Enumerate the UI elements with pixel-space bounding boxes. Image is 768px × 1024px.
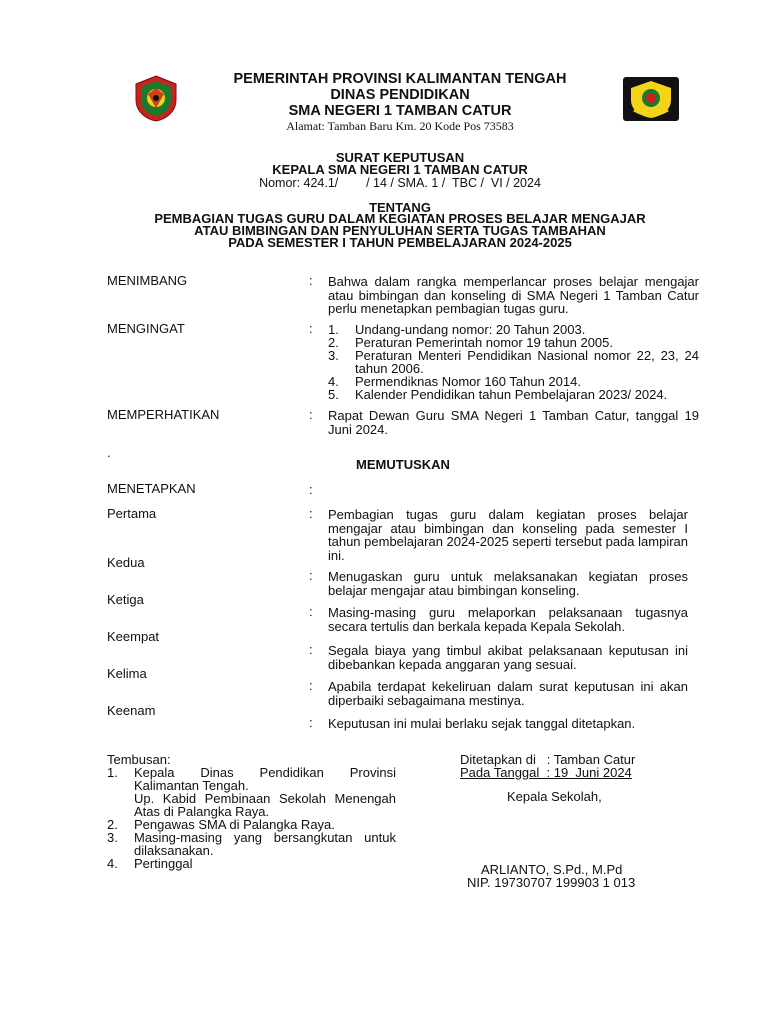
list-item (107, 831, 396, 857)
decision-colon: : (309, 604, 313, 619)
decision-colon: : (309, 506, 313, 521)
list-text: Up. Kabid Pembinaan Sekolah Menengah Atas di Palangka Raya. (134, 791, 396, 819)
mengingat-list (328, 323, 699, 401)
decision-text-kedua: Menugaskan guru untuk melaksanakan kegiatan proses belajar mengajar atau bimbingan konseling. (328, 569, 688, 598)
menimbang-label: MENIMBANG (107, 273, 188, 288)
letterhead-line-1: PEMERINTAH PROVINSI KALIMANTAN TENGAH (233, 71, 567, 87)
list-item (107, 766, 396, 792)
decision-label-keenam: Keenam (107, 703, 156, 718)
signature-place: Ditetapkan di : Tamban Catur (460, 752, 636, 767)
memutuskan-heading: MEMUTUSKAN (356, 457, 450, 472)
list-number: 2. (107, 817, 118, 832)
list-number: 3. (107, 830, 118, 845)
menimbang-text: Bahwa dalam rangka memperlancar proses belajar mengajar atau bimbingan dan konseling di SMA Negeri 1 Tamban Catur perlu menetapkan pembagian tugas guru. (328, 274, 699, 316)
list-item (107, 792, 396, 818)
decision-text-pertama: Pembagian tugas guru dalam kegiatan proses belajar mengajar atau bimbingan dan konseling pada semester I tahun pembelajaran 2024-2025 seperti tersebut pada lampiran ini. (328, 507, 688, 563)
list-text: Masing-masing yang bersangkutan untuk dilaksanakan. (134, 830, 396, 858)
decision-colon: : (309, 642, 313, 657)
decision-label-kelima: Kelima (107, 666, 147, 681)
list-item (107, 857, 396, 870)
list-number: 5. (328, 387, 339, 402)
decision-text-ketiga: Masing-masing guru melaporkan pelaksanaan tugasnya secara tertulis dan berkala kepada Kepala Sekolah. (328, 605, 688, 634)
list-text: Peraturan Pemerintah nomor 19 tahun 2005. (355, 335, 614, 350)
decree-title: SURAT KEPUTUSAN (335, 150, 465, 165)
subject-line-2: ATAU BIMBINGAN DAN PENYULUHAN SERTA TUGAS TAMBAHAN (194, 223, 606, 238)
menimbang-colon: : (309, 273, 313, 288)
decree-issuer: KEPALA SMA NEGERI 1 TAMBAN CATUR (272, 162, 528, 177)
list-item (328, 349, 699, 375)
decree-number: Nomor: 424.1/ / 14 / SMA. 1 / TBC / VI / 2024 (259, 176, 541, 190)
letterhead-address: Alamat: Tamban Baru Km. 20 Kode Pos 73583 (286, 119, 514, 133)
decision-colon: : (309, 568, 313, 583)
decision-label-ketiga: Ketiga (107, 592, 144, 607)
decision-colon: : (309, 715, 313, 730)
list-number: 1. (328, 322, 339, 337)
subject-line-3: PADA SEMESTER I TAHUN PEMBELAJARAN 2024-2025 (228, 235, 572, 250)
decision-text-keempat: Segala biaya yang timbul akibat pelaksanaan keputusan ini dibebankan kepada anggaran yang sesuai. (328, 643, 688, 672)
provincial-emblem-logo (132, 74, 180, 122)
list-number: 4. (107, 856, 118, 871)
mengingat-colon: : (309, 321, 313, 336)
subject-line-1: PEMBAGIAN TUGAS GURU DALAM KEGIATAN PROSES BELAJAR MENGAJAR (154, 211, 646, 226)
list-number: 1. (107, 765, 118, 780)
letterhead-line-3: SMA NEGERI 1 TAMBAN CATUR (288, 103, 512, 119)
list-text: Kalender Pendidikan tahun Pembelajaran 2023/ 2024. (355, 387, 668, 402)
list-text: Pengawas SMA di Palangka Raya. (134, 817, 335, 832)
decision-colon: : (309, 678, 313, 693)
list-number: 4. (328, 374, 339, 389)
list-number: 2. (328, 335, 339, 350)
stray-dot: . (107, 445, 111, 460)
list-text: Permendiknas Nomor 160 Tahun 2014. (355, 374, 581, 389)
memperhatikan-label: MEMPERHATIKAN (107, 407, 220, 422)
mengingat-label: MENGINGAT (107, 321, 185, 336)
decision-text-kelima: Apabila terdapat kekeliruan dalam surat keputusan ini akan diperbaiki sebagaimana mestinya. (328, 679, 688, 708)
subject-heading: TENTANG (369, 200, 431, 215)
menetapkan-colon: : (309, 482, 313, 497)
decision-label-pertama: Pertama (107, 506, 157, 521)
memperhatikan-colon: : (309, 407, 313, 422)
menetapkan-label: MENETAPKAN (107, 481, 196, 496)
decision-label-kedua: Kedua (107, 555, 145, 570)
memperhatikan-text: Rapat Dewan Guru SMA Negeri 1 Tamban Catur, tanggal 19 Juni 2024. (328, 408, 699, 437)
list-text: Kepala Dinas Pendidikan Provinsi Kalimantan Tengah. (134, 765, 396, 793)
signature-date: Pada Tanggal : 19 Juni 2024 (460, 765, 632, 780)
letterhead-line-2: DINAS PENDIDIKAN (330, 87, 470, 103)
decision-text-keenam: Keputusan ini mulai berlaku sejak tanggal ditetapkan. (328, 716, 636, 731)
school-emblem-logo (622, 76, 680, 122)
list-text: Peraturan Menteri Pendidikan Nasional nomor 22, 23, 24 tahun 2006. (355, 348, 699, 376)
signature-nip: NIP. 19730707 199903 1 013 (467, 875, 636, 890)
list-number (107, 792, 134, 818)
signature-name: ARLIANTO, S.Pd., M.Pd (481, 862, 623, 877)
tembusan-list (107, 766, 396, 870)
list-text: Pertinggal (134, 856, 193, 871)
signature-position: Kepala Sekolah, (507, 789, 602, 804)
list-number: 3. (328, 348, 339, 363)
decision-label-keempat: Keempat (107, 629, 160, 644)
list-item (328, 388, 699, 401)
tembusan-title: Tembusan: (107, 752, 171, 767)
list-text: Undang-undang nomor: 20 Tahun 2003. (355, 322, 586, 337)
